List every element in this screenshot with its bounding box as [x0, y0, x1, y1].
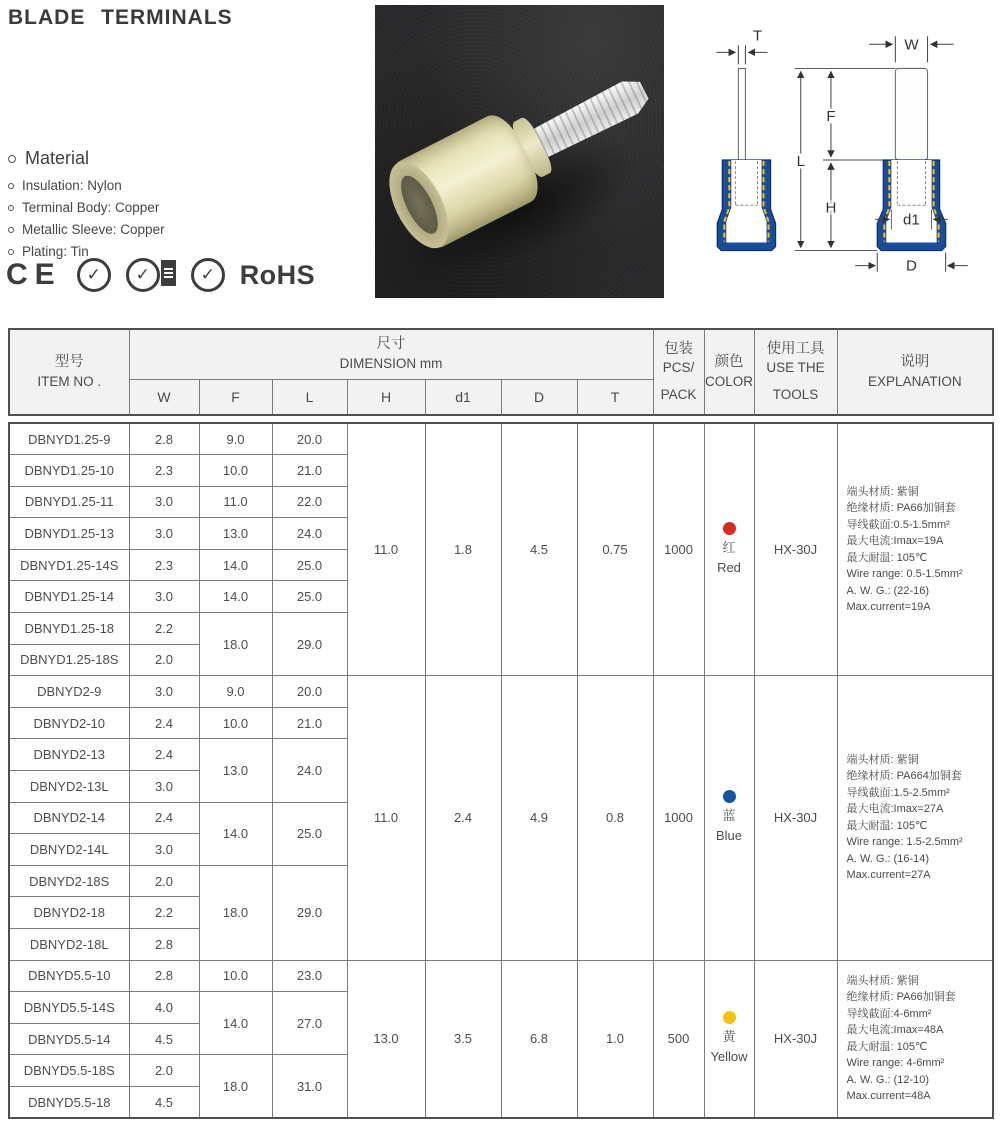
item-no-cell: DBNYD1.25-14 [9, 581, 129, 613]
dim-f-cell: 18.0 [199, 865, 272, 960]
item-no-cell: DBNYD1.25-18 [9, 613, 129, 645]
item-no-cell: DBNYD1.25-9 [9, 423, 129, 455]
item-no-cell: DBNYD1.25-18S [9, 644, 129, 676]
dim-d-cell: 4.9 [501, 676, 577, 960]
dim-l-cell: 24.0 [272, 518, 347, 550]
page-title: BLADE TERMINALS [8, 6, 233, 29]
dim-f-cell: 13.0 [199, 518, 272, 550]
dim-w-cell: 2.4 [129, 739, 199, 771]
dim-l-cell: 31.0 [272, 1055, 347, 1118]
material-item-label: Plating: Tin [22, 244, 89, 259]
dim-w-cell: 3.0 [129, 518, 199, 550]
item-no-cell: DBNYD2-18S [9, 865, 129, 897]
terminal-blade [533, 74, 653, 159]
header-explanation: 说明 EXPLANATION [837, 329, 993, 415]
dim-w-cell: 4.0 [129, 992, 199, 1024]
dim-w-cell: 2.8 [129, 423, 199, 455]
pack-cell: 1000 [653, 676, 704, 960]
material-item [8, 200, 165, 215]
bullet-icon [8, 155, 16, 163]
dim-w-cell: 2.0 [129, 644, 199, 676]
item-no-cell: DBNYD1.25-10 [9, 455, 129, 487]
dim-w-cell: 3.0 [129, 771, 199, 803]
spec-table [8, 328, 992, 1119]
dim-w-cell: 4.5 [129, 1023, 199, 1055]
item-no-cell: DBNYD5.5-14S [9, 992, 129, 1024]
item-no-cell: DBNYD2-18 [9, 897, 129, 929]
color-dot-icon [723, 522, 736, 535]
dim-l-cell: 21.0 [272, 455, 347, 487]
ukas-box-icon [161, 260, 176, 286]
dim-f-cell: 10.0 [199, 455, 272, 487]
material-item [8, 178, 165, 193]
dim-f-cell: 14.0 [199, 802, 272, 865]
material-item-label: Insulation: Nylon [22, 178, 122, 193]
dim-w-cell: 2.0 [129, 1055, 199, 1087]
dim-l-cell: 29.0 [272, 613, 347, 676]
bullet-icon [8, 183, 14, 189]
material-heading-label: Material [25, 148, 90, 168]
table-row [9, 676, 993, 708]
table-row [9, 960, 993, 992]
material-item [8, 222, 165, 237]
dim-d1-cell: 3.5 [425, 960, 501, 1118]
dim-f-cell: 9.0 [199, 676, 272, 708]
dim-f-cell: 14.0 [199, 549, 272, 581]
dim-w-cell: 2.2 [129, 897, 199, 929]
dim-label-t: T [752, 27, 763, 45]
material-item [8, 244, 165, 259]
dim-f-cell: 11.0 [199, 486, 272, 518]
spec-table-header [8, 328, 994, 416]
header-color: 颜色 COLOR [704, 329, 754, 415]
dim-h-cell: 13.0 [347, 960, 425, 1118]
item-no-cell: DBNYD5.5-10 [9, 960, 129, 992]
dim-w-cell: 2.3 [129, 455, 199, 487]
header-pack: 包装 PCS/ PACK [653, 329, 704, 415]
color-cell: 红 Red [704, 423, 754, 676]
bullet-icon [8, 249, 14, 255]
item-no-cell: DBNYD2-14 [9, 802, 129, 834]
dim-w-cell: 4.5 [129, 1086, 199, 1118]
color-cell: 蓝 Blue [704, 676, 754, 960]
item-no-cell: DBNYD2-13L [9, 771, 129, 803]
dim-label-d1: d1 [903, 211, 920, 229]
dim-f-cell: 18.0 [199, 1055, 272, 1118]
dim-f-cell: 9.0 [199, 423, 272, 455]
dim-w-cell: 3.0 [129, 581, 199, 613]
header-dim-t: T [577, 379, 653, 415]
dim-f-cell: 14.0 [199, 581, 272, 613]
dim-d-cell: 6.8 [501, 960, 577, 1118]
color-cell: 黄 Yellow [704, 960, 754, 1118]
dim-h-cell: 11.0 [347, 423, 425, 676]
color-dot-icon [723, 1011, 736, 1024]
cert-circle-1-icon: ✓ [77, 258, 111, 292]
dim-l-cell: 20.0 [272, 676, 347, 708]
dim-l-cell: 20.0 [272, 423, 347, 455]
dim-label-l: L [796, 153, 805, 171]
spec-table-body [8, 422, 994, 1119]
header-dim-d: D [501, 379, 577, 415]
item-no-cell: DBNYD2-10 [9, 707, 129, 739]
dim-t-cell: 0.8 [577, 676, 653, 960]
color-dot-icon [723, 790, 736, 803]
item-no-cell: DBNYD1.25-14S [9, 549, 129, 581]
dim-l-cell: 27.0 [272, 992, 347, 1055]
tool-cell: HX-30J [754, 960, 837, 1118]
dim-f-cell: 10.0 [199, 960, 272, 992]
item-no-cell: DBNYD5.5-18 [9, 1086, 129, 1118]
dim-w-cell: 2.4 [129, 802, 199, 834]
item-no-cell: DBNYD1.25-13 [9, 518, 129, 550]
header-item-no: 型号 ITEM NO . [9, 329, 129, 415]
dim-l-cell: 24.0 [272, 739, 347, 802]
header-dim-l: L [272, 379, 347, 415]
dim-f-cell: 18.0 [199, 613, 272, 676]
item-no-cell: DBNYD2-18L [9, 929, 129, 961]
dimension-diagram [678, 18, 1000, 300]
cert-circle-2-icon: ✓ [126, 258, 176, 292]
material-item-label: Terminal Body: Copper [22, 200, 160, 215]
dim-label-d: D [906, 257, 917, 275]
bullet-icon [8, 205, 14, 211]
dim-label-w: W [904, 36, 919, 54]
dim-label-h: H [825, 199, 837, 217]
dim-w-cell: 2.0 [129, 865, 199, 897]
explanation-cell: 端头材质: 紫铜 绝缘材质: PA66加铜套 导线截面:4-6mm² 最大电流:Imax=48A 最大耐温: 105℃ Wire range: 4-6mm² A. W. G.: (12-10) Max.current=48A [837, 960, 993, 1118]
item-no-cell: DBNYD2-14L [9, 834, 129, 866]
dim-f-cell: 10.0 [199, 707, 272, 739]
dim-l-cell: 25.0 [272, 581, 347, 613]
dim-d-cell: 4.5 [501, 423, 577, 676]
dim-t-cell: 1.0 [577, 960, 653, 1118]
dim-w-cell: 2.4 [129, 707, 199, 739]
item-no-cell: DBNYD1.25-11 [9, 486, 129, 518]
item-no-cell: DBNYD5.5-18S [9, 1055, 129, 1087]
rohs-label: RoHS [239, 259, 316, 290]
dim-l-cell: 25.0 [272, 549, 347, 581]
dim-h-cell: 11.0 [347, 676, 425, 960]
explanation-cell: 端头材质: 紫铜 绝缘材质: PA66加铜套 导线截面:0.5-1.5mm² 最大电流:Imax=19A 最大耐温: 105℃ Wire range: 0.5-1.5mm² A. W. G.: (22-16) Max.current=19A [837, 423, 993, 676]
dim-w-cell: 2.3 [129, 549, 199, 581]
explanation-cell: 端头材质: 紫铜 绝缘材质: PA664加铜套 导线截面:1.5-2.5mm² 最大电流:Imax=27A 最大耐温: 105℃ Wire range: 1.5-2.5mm² A. W. G.: (16-14) Max.current=27A [837, 676, 993, 960]
dim-w-cell: 2.8 [129, 960, 199, 992]
dim-d1-cell: 2.4 [425, 676, 501, 960]
pack-cell: 1000 [653, 423, 704, 676]
dim-f-cell: 13.0 [199, 739, 272, 802]
blade-side-view [738, 68, 745, 160]
dim-f-cell: 14.0 [199, 992, 272, 1055]
product-photo [375, 5, 664, 298]
certifications-row [6, 258, 315, 292]
dim-l-cell: 21.0 [272, 707, 347, 739]
dim-t-cell: 0.75 [577, 423, 653, 676]
header-dim-w: W [129, 379, 199, 415]
item-no-cell: DBNYD5.5-14 [9, 1023, 129, 1055]
dim-l-cell: 29.0 [272, 865, 347, 960]
cert-circle-3-icon: ✓ [191, 258, 225, 292]
dim-label-f: F [826, 107, 836, 125]
ce-mark-icon: CE [6, 258, 62, 291]
material-section [8, 148, 165, 266]
tool-cell: HX-30J [754, 423, 837, 676]
item-no-cell: DBNYD2-13 [9, 739, 129, 771]
dim-w-cell: 3.0 [129, 834, 199, 866]
table-row [9, 423, 993, 455]
dim-w-cell: 2.2 [129, 613, 199, 645]
dim-l-cell: 25.0 [272, 802, 347, 865]
bullet-icon [8, 227, 14, 233]
material-item-label: Metallic Sleeve: Copper [22, 222, 165, 237]
dim-l-cell: 23.0 [272, 960, 347, 992]
header-dim-d1: d1 [425, 379, 501, 415]
header-tools: 使用工具 USE THE TOOLS [754, 329, 837, 415]
header-dim-h: H [347, 379, 425, 415]
dim-d1-cell: 1.8 [425, 423, 501, 676]
dim-w-cell: 2.8 [129, 929, 199, 961]
blade-front-view [895, 68, 927, 160]
sleeve-open-end [377, 153, 461, 258]
dim-w-cell: 3.0 [129, 486, 199, 518]
dim-l-cell: 22.0 [272, 486, 347, 518]
tool-cell: HX-30J [754, 676, 837, 960]
header-dimension: 尺寸 DIMENSION mm [129, 329, 653, 379]
pack-cell: 500 [653, 960, 704, 1118]
material-heading [8, 148, 165, 169]
dim-w-cell: 3.0 [129, 676, 199, 708]
header-dim-f: F [199, 379, 272, 415]
item-no-cell: DBNYD2-9 [9, 676, 129, 708]
